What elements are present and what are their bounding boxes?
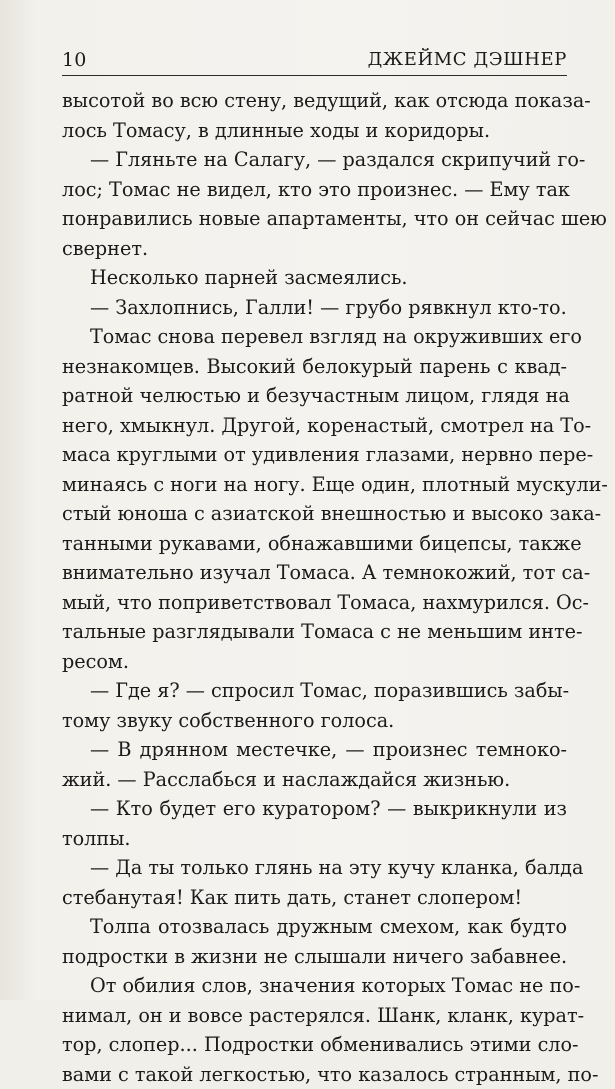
- text-line: — Кто будет его куратором? — выкрикнули из: [62, 794, 567, 824]
- text-line: — В дрянном местечке, — произнес темноко-: [62, 735, 567, 765]
- body-text: [62, 86, 567, 1089]
- text-line: От обилия слов, значения которых Томас не по-: [62, 971, 567, 1001]
- page-number: 10: [62, 49, 87, 71]
- text-line: стебанутая! Как пить дать, станет слопером!: [62, 883, 567, 913]
- text-line: — Где я? — спросил Томас, поразившись забы-: [62, 676, 567, 706]
- text-line: маса круглыми от удивления глазами, нервно пере-: [62, 440, 567, 470]
- text-line: понравились новые апартаменты, что он сейчас шею: [62, 204, 567, 234]
- text-line: танными рукавами, обнажавшими бицепсы, также: [62, 529, 567, 559]
- header-rule: [62, 75, 567, 76]
- text-line: Томас снова перевел взгляд на окруживших его: [62, 322, 567, 352]
- text-line: мый, что поприветствовал Томаса, нахмурился. Ос-: [62, 588, 567, 618]
- running-head: ДЖЕЙМС ДЭШНЕР: [368, 49, 567, 71]
- text-line: тому звуку собственного голоса.: [62, 706, 567, 736]
- text-line: Толпа отозвалась дружным смехом, как будто: [62, 912, 567, 942]
- text-line: толпы.: [62, 824, 567, 854]
- text-line: тальные разглядывали Томаса с не меньшим инте-: [62, 617, 567, 647]
- text-line: вами с такой легкостью, что казалось странным, по-: [62, 1060, 567, 1089]
- text-line: высотой во всю стену, ведущий, как отсюда показа-: [62, 86, 567, 116]
- text-line: жий. — Расслабься и наслаждайся жизнью.: [62, 765, 567, 795]
- text-line: — Гляньте на Салагу, — раздался скрипучий го-: [62, 145, 567, 175]
- text-line: — Да ты только глянь на эту кучу кланка, балда: [62, 853, 567, 883]
- text-line: Несколько парней засмеялись.: [62, 263, 567, 293]
- text-line: подростки в жизни не слышали ничего забавнее.: [62, 942, 567, 972]
- page-header: [62, 49, 567, 77]
- text-line: минаясь с ноги на ногу. Еще один, плотный мускули-: [62, 470, 567, 500]
- text-line: стый юноша с азиатской внешностью и высоко зака-: [62, 499, 567, 529]
- text-line: тор, слопер... Подростки обменивались этими сло-: [62, 1030, 567, 1060]
- text-line: лос; Томас не видел, кто это произнес. — Ему так: [62, 175, 567, 205]
- text-line: лось Томасу, в длинные ходы и коридоры.: [62, 116, 567, 146]
- text-line: — Захлопнись, Галли! — грубо рявкнул кто-то.: [62, 293, 567, 323]
- text-line: незнакомцев. Высокий белокурый парень с квад-: [62, 352, 567, 382]
- text-line: нимал, он и вовсе растерялся. Шанк, кланк, курат-: [62, 1001, 567, 1031]
- text-line: него, хмыкнул. Другой, коренастый, смотрел на То-: [62, 411, 567, 441]
- text-line: внимательно изучал Томаса. А темнокожий, тот са-: [62, 558, 567, 588]
- text-line: ресом.: [62, 647, 567, 677]
- text-line: ратной челюстью и безучастным лицом, глядя на: [62, 381, 567, 411]
- text-line: свернет.: [62, 234, 567, 264]
